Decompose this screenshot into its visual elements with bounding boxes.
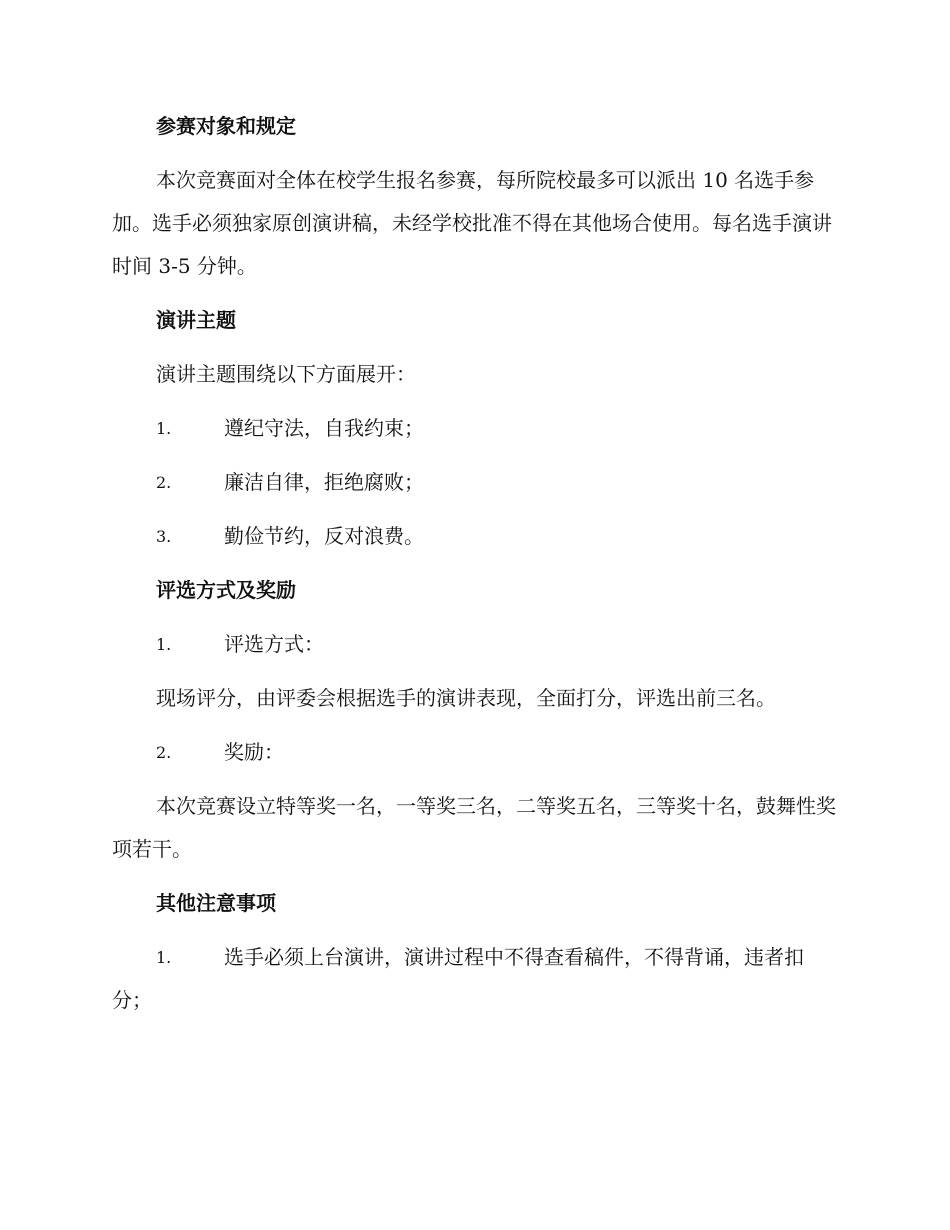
list-number: 1. [156, 635, 172, 654]
award-item [112, 731, 838, 774]
section-heading-theme: 演讲主题 [156, 308, 236, 332]
participants-paragraph: 本次竞赛面对全体在校学生报名参赛，每所院校最多可以派出 10 名选手参加。选手必须独家原创演讲稿，未经学校批准不得在其他场合使用。每名选手演讲时间 3-5 分钟。 [112, 168, 832, 278]
document-content [112, 105, 838, 1033]
list-item-text: 勤俭节约，反对浪费。 [224, 524, 424, 548]
list-number: 1. [156, 419, 172, 438]
notes-list-item [112, 936, 838, 1022]
evaluation-method-paragraph: 现场评分，由评委会根据选手的演讲表现，全面打分，评选出前三名。 [156, 686, 776, 710]
evaluation-method-item [112, 623, 838, 666]
award-paragraph: 本次竞赛设立特等奖一名，一等奖三名，二等奖五名，三等奖十名，鼓舞性奖项若干。 [112, 794, 836, 861]
theme-list-item [112, 407, 838, 450]
list-number: 2. [156, 473, 172, 492]
theme-list-item [112, 515, 838, 558]
section-heading-evaluation: 评选方式及奖励 [156, 578, 296, 602]
list-number: 2. [156, 743, 172, 762]
list-item-text: 评选方式： [224, 632, 324, 656]
section-heading-participants: 参赛对象和规定 [156, 114, 296, 138]
theme-intro: 演讲主题围绕以下方面展开： [156, 362, 416, 386]
list-number: 1. [156, 948, 172, 967]
list-item-text: 廉洁自律，拒绝腐败； [224, 470, 424, 494]
list-item-text: 遵纪守法，自我约束； [224, 416, 424, 440]
list-item-text: 选手必须上台演讲，演讲过程中不得查看稿件，不得背诵，违者扣分； [112, 945, 804, 1012]
list-number: 3. [156, 527, 172, 546]
section-heading-notes: 其他注意事项 [156, 891, 276, 915]
list-item-text: 奖励： [224, 740, 284, 764]
theme-list-item [112, 461, 838, 504]
